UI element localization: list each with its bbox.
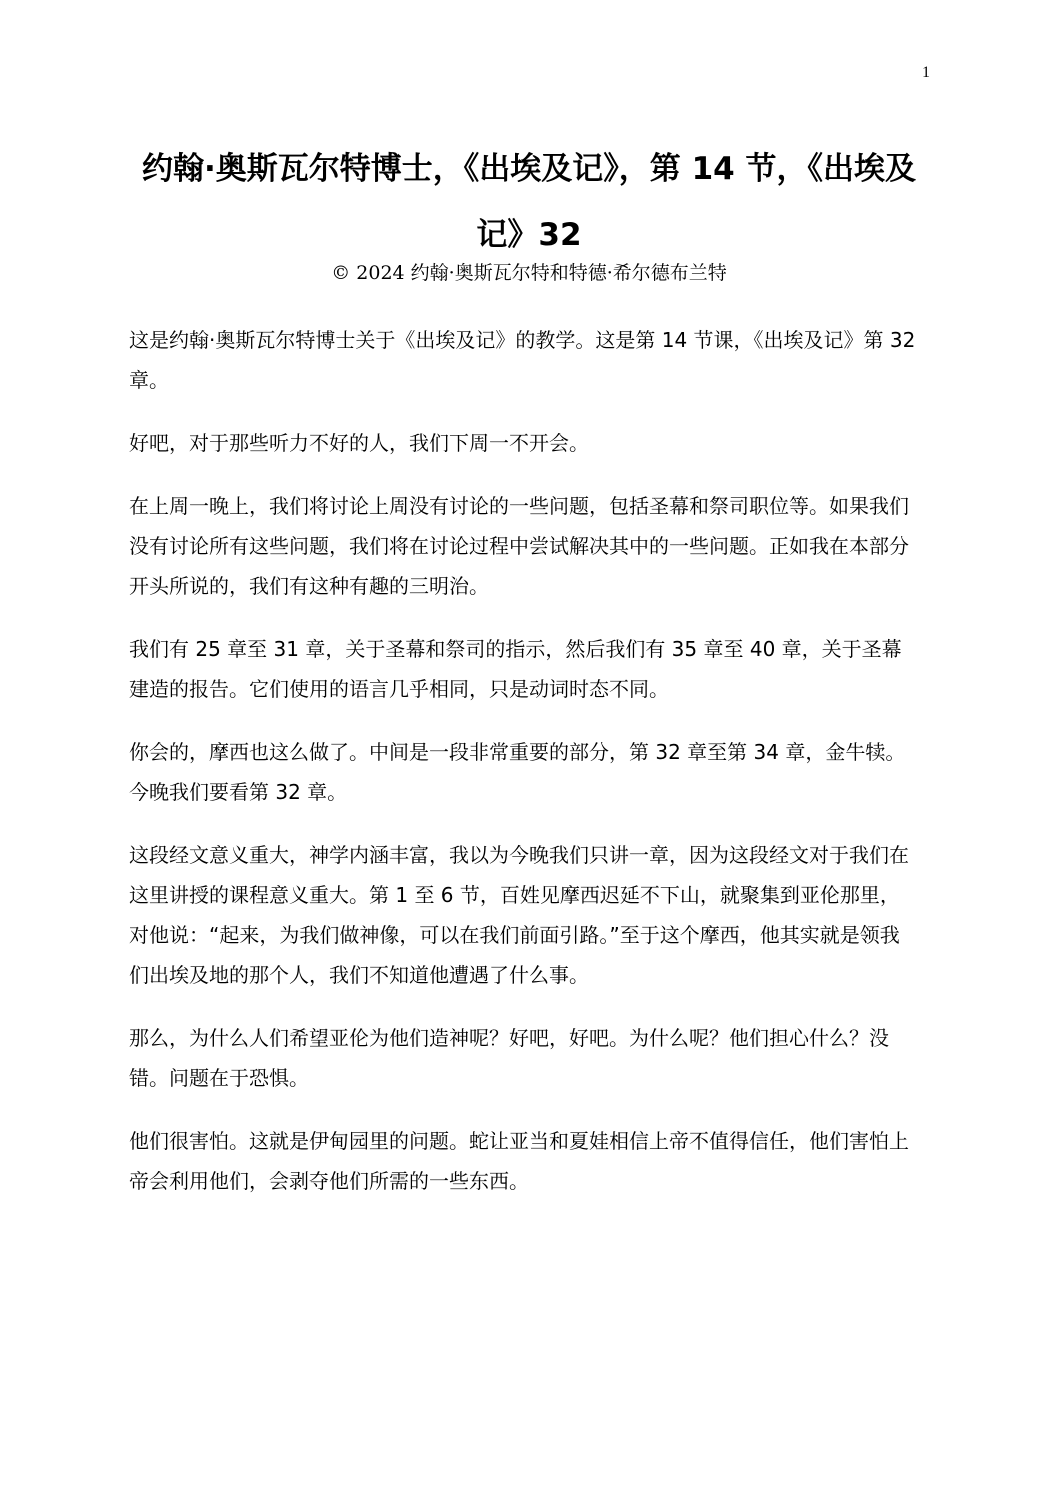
paragraph: 好吧，对于那些听力不好的人，我们下周一不开会。: [129, 431, 589, 455]
paragraph: 在上周一晚上，我们将讨论上周没有讨论的一些问题，包括圣幕和祭司职位等。如果我们没有讨论所有这些问题，我们将在讨论过程中尝试解决其中的一些问题。正如我在本部分开头所说的，我们有这种有趣的三明治。: [129, 494, 909, 598]
paragraph: 我们有 25 章至 31 章，关于圣幕和祭司的指示，然后我们有 35 章至 40 章，关于圣幕建造的报告。它们使用的语言几乎相同，只是动词时态不同。: [129, 637, 902, 701]
copyright-line: © 2024 约翰·奥斯瓦尔特和特德·希尔德布兰特: [331, 262, 727, 284]
paragraph: 这是约翰·奥斯瓦尔特博士关于《出埃及记》的教学。这是第 14 节课，《出埃及记》第 32 章。: [129, 328, 916, 392]
paragraph: 你会的，摩西也这么做了。中间是一段非常重要的部分，第 32 章至第 34 章，金牛犊。今晚我们要看第 32 章。: [129, 740, 906, 804]
paragraph: 这段经文意义重大，神学内涵丰富，我以为今晚我们只讲一章，因为这段经文对于我们在这里讲授的课程意义重大。第 1 至 6 节，百姓见摩西迟延不下山，就聚集到亚伦那里，对他说：“起来，为我们做神像，可以在我们前面引路。”至于这个摩西，他其实就是领我们出埃及地的那个人，我们不知道他遭遇了什么事。: [129, 843, 909, 987]
paragraph: 他们很害怕。这就是伊甸园里的问题。蛇让亚当和夏娃相信上帝不值得信任，他们害怕上帝会利用他们，会剥夺他们所需的一些东西。: [129, 1129, 909, 1193]
page-number: 1: [922, 64, 930, 81]
document-body: [129, 320, 917, 1224]
paragraph: 那么，为什么人们希望亚伦为他们造神呢？好吧，好吧。为什么呢？他们担心什么？没错。问题在于恐惧。: [129, 1026, 889, 1090]
page-title: 约翰·奥斯瓦尔特博士，《出埃及记》，第 14 节，《出埃及记》32: [142, 151, 916, 253]
